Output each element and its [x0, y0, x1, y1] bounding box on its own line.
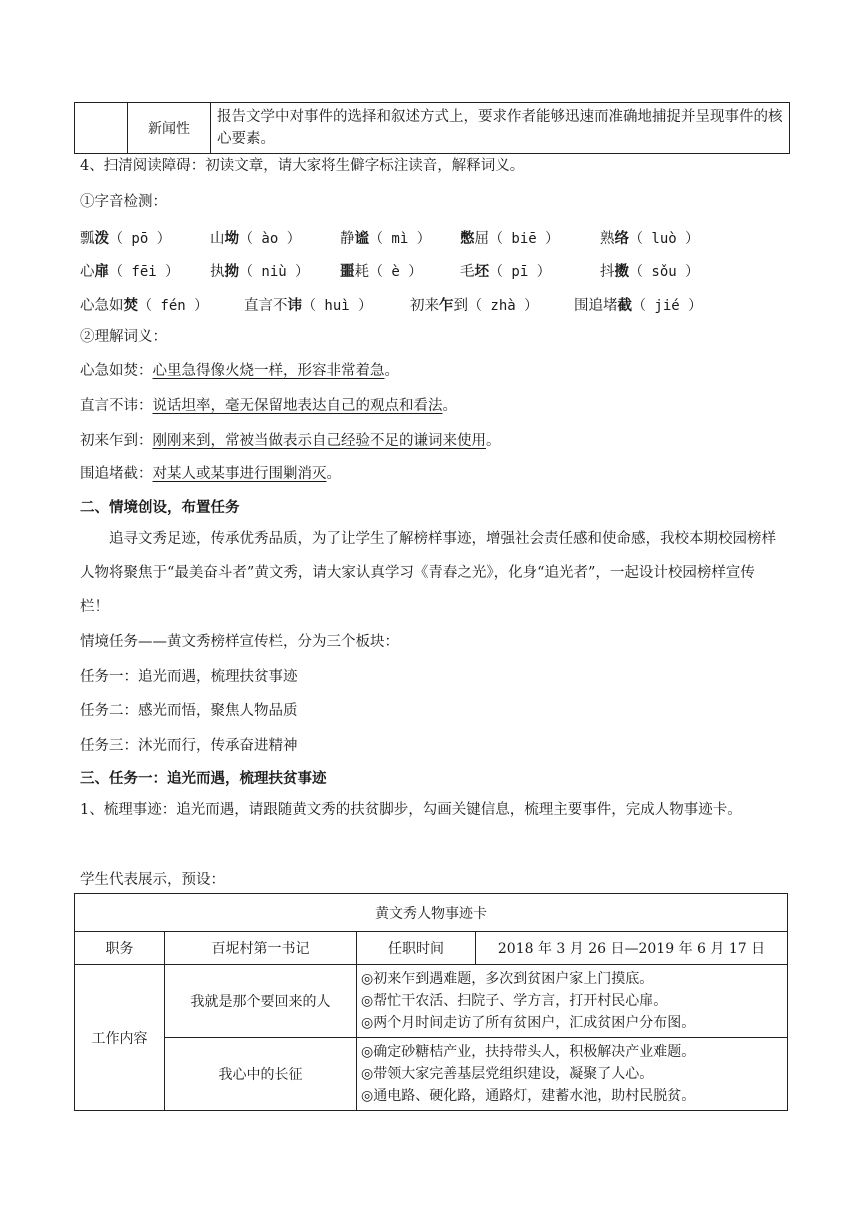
empty-cell	[75, 103, 128, 154]
target-char: 谧	[354, 230, 369, 247]
word-part: 毛	[460, 264, 475, 280]
work-items-1	[357, 965, 788, 1038]
pinyin-item	[210, 227, 301, 248]
profile-card-table	[74, 893, 788, 1111]
pinyin-reading: （ zhà ）	[468, 298, 539, 314]
feature-label: 新闻性	[128, 103, 211, 154]
pinyin-reading: （ ào ）	[239, 231, 301, 247]
word-part: 熟	[600, 231, 615, 247]
definition: 心里急得像火烧一样，形容非常着急	[152, 363, 385, 379]
section3-paragraph: 1、梳理事迹：追光而遇，请跟随黄文秀的扶贫脚步，勾画关键信息，梳理主要事件，完成人物事迹卡。	[80, 802, 742, 818]
pinyin-item	[244, 294, 372, 315]
word-part: 心急如	[80, 298, 124, 314]
meaning-1	[80, 361, 399, 381]
pinyin-reading: （ luò ）	[629, 231, 700, 247]
meaning-3	[80, 431, 501, 451]
word-part: 直言不	[244, 298, 288, 314]
section4-heading: 4、扫清阅读障碍：初读文章，请大家将生僻字标注读音，解释词义。	[80, 158, 525, 174]
word-part: 初来	[410, 298, 439, 314]
word-part: 耗	[354, 264, 369, 280]
task-1: 任务一：追光而遇，梳理扶贫事迹	[80, 669, 298, 685]
word-part: 瓢	[80, 231, 95, 247]
word-part: 执	[210, 264, 225, 280]
period: 。	[442, 398, 457, 414]
word-part: 山	[210, 231, 225, 247]
target-char: 坳	[224, 230, 239, 247]
card-title: 黄文秀人物事迹卡	[75, 894, 788, 932]
task-2: 任务二：感光而悟，聚焦人物品质	[80, 703, 298, 719]
job-label: 职务	[75, 932, 165, 965]
pinyin-row	[80, 260, 800, 280]
pinyin-reading: （ sǒu ）	[629, 264, 700, 280]
period: 。	[486, 433, 501, 449]
term-label: 任职时间	[357, 932, 476, 965]
definition: 刚刚来到，常被当做表示自己经验不足的谦词来使用	[152, 433, 486, 449]
work-item: ◎带领大家完善基层党组织建设，凝聚了人心。	[361, 1066, 654, 1082]
pinyin-reading: （ mì ）	[369, 231, 431, 247]
word-part: 静	[340, 231, 355, 247]
pinyin-item	[340, 260, 422, 281]
work-item: ◎确定砂糖桔产业，扶持带头人，积极解决产业难题。	[361, 1044, 696, 1060]
pinyin-item	[340, 227, 431, 248]
work-item: ◎通电路、硬化路，通路灯，建蓄水池，助村民脱贫。	[361, 1088, 696, 1104]
word-part: 围追堵	[574, 298, 618, 314]
pinyin-row	[80, 227, 800, 247]
section3-heading: 三、任务一：追光而遇，梳理扶贫事迹	[80, 770, 327, 787]
pinyin-reading: （ fén ）	[138, 298, 209, 314]
task-3: 任务三：沐光而行，传承奋进精神	[80, 738, 298, 754]
section2-heading: 二、情境创设，布置任务	[80, 499, 240, 516]
meaning-2	[80, 396, 457, 416]
target-char: 讳	[287, 297, 302, 314]
pinyin-item	[600, 260, 699, 281]
term-value: 2018 年 3 月 26 日—2019 年 6 月 17 日	[476, 932, 788, 965]
preset-label: 学生代表展示，预设：	[80, 872, 225, 888]
target-char: 络	[614, 230, 629, 247]
word-part: 到	[453, 298, 468, 314]
term: 直言不讳：	[80, 398, 153, 414]
pinyin-row	[80, 294, 800, 314]
target-char: 焚	[123, 297, 138, 314]
target-char: 憋	[460, 230, 475, 247]
pinyin-item	[80, 227, 171, 248]
pinyin-reading: （ pī ）	[489, 264, 551, 280]
top-table	[74, 102, 790, 154]
pinyin-reading: （ jié ）	[632, 298, 703, 314]
work-item: ◎两个月时间走访了所有贫困户，汇成贫困户分布图。	[361, 1015, 696, 1031]
target-char: 乍	[439, 297, 454, 314]
pinyin-reading: （ fēi ）	[109, 264, 180, 280]
pinyin-reading: （ niù ）	[239, 264, 310, 280]
period: 。	[384, 363, 399, 379]
word-part: 屈	[474, 231, 489, 247]
pinyin-item	[80, 260, 179, 281]
pinyin-item	[210, 260, 309, 281]
definition: 说话坦率，毫无保留地表达自己的观点和看法	[152, 398, 443, 414]
pinyin-item	[574, 294, 702, 315]
meaning-4	[80, 464, 341, 484]
target-char: 拗	[224, 263, 239, 280]
term: 围追堵截：	[80, 466, 153, 482]
term: 心急如焚：	[80, 363, 153, 379]
period: 。	[326, 466, 341, 482]
work-label: 工作内容	[75, 965, 165, 1111]
word-part: 心	[80, 264, 95, 280]
target-char: 坯	[474, 263, 489, 280]
pinyin-item	[80, 294, 208, 315]
word-part: 抖	[600, 264, 615, 280]
pinyin-item	[460, 227, 559, 248]
job-value: 百坭村第一书记	[165, 932, 357, 965]
pinyin-item	[600, 227, 699, 248]
work-title-2: 我心中的长征	[165, 1038, 357, 1111]
section2-paragraph: 追寻文秀足迹，传承优秀品质，为了让学生了解榜样事迹，增强社会责任感和使命感，我校本期校园榜样人物将聚焦于“最美奋斗者”黄文秀，请大家认真学习《青春之光》，化身“追光者”，一起设计校园榜样宣传栏！	[80, 531, 776, 615]
pinyin-reading: （ pō ）	[109, 231, 171, 247]
work-item: ◎初来乍到遇难题，多次到贫困户家上门摸底。	[361, 971, 654, 987]
pronunciation-heading: ①字音检测：	[80, 194, 167, 210]
term: 初来乍到：	[80, 433, 153, 449]
meaning-heading: ②理解词义：	[80, 329, 167, 345]
task-intro: 情境任务——黄文秀榜样宣传栏，分为三个板块：	[80, 634, 399, 650]
work-items-2	[357, 1038, 788, 1111]
target-char: 泼	[94, 230, 109, 247]
work-item: ◎帮忙干农活、扫院子、学方言，打开村民心扉。	[361, 993, 668, 1009]
pinyin-reading: （ biē ）	[489, 231, 560, 247]
pinyin-reading: （ huì ）	[302, 298, 373, 314]
definition: 对某人或某事进行围剿消灭	[152, 466, 327, 482]
target-char: 扉	[94, 263, 109, 280]
target-char: 截	[617, 297, 632, 314]
feature-text: 报告文学中对事件的选择和叙述方式上，要求作者能够迅速而准确地捕捉并呈现事件的核心要素。	[211, 103, 790, 154]
pinyin-reading: （ è ）	[369, 264, 423, 280]
pinyin-item	[460, 260, 551, 281]
work-title-1: 我就是那个要回来的人	[165, 965, 357, 1038]
target-char: 擞	[614, 263, 629, 280]
pinyin-item	[410, 294, 538, 315]
target-char: 噩	[340, 263, 355, 280]
